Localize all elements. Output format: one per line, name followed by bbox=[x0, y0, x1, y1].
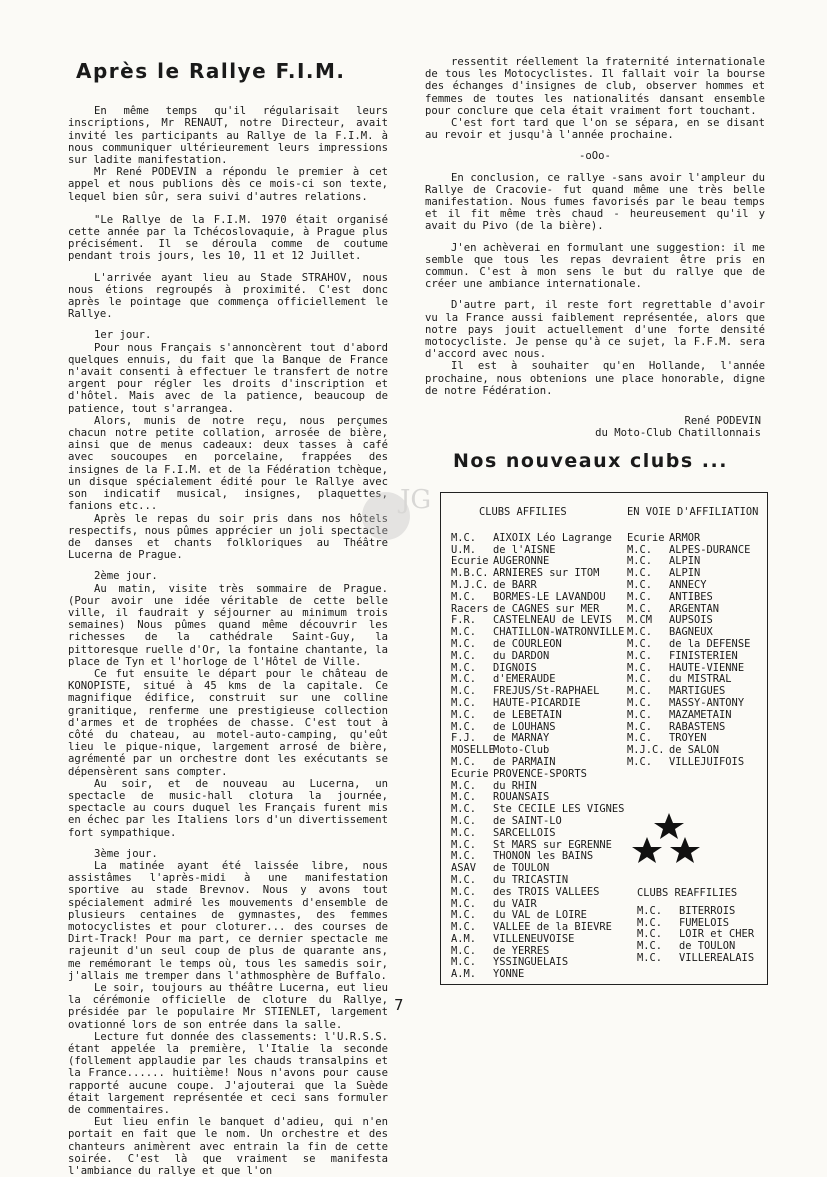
club-name: YONNE bbox=[493, 968, 525, 981]
club-name: SARCELLOIS bbox=[493, 826, 556, 839]
club-type: Ecurie bbox=[451, 767, 489, 780]
club-name: VALLEE de la BIEVRE bbox=[493, 921, 612, 934]
club-name: St MARS sur EGRENNE bbox=[493, 838, 612, 851]
club-name: CASTELNEAU de LEVIS bbox=[493, 614, 612, 627]
club-name: d'EMERAUDE bbox=[493, 673, 556, 686]
page-number: 7 bbox=[394, 996, 404, 1014]
club-type: M.C. bbox=[637, 940, 663, 953]
article-body-right bbox=[425, 56, 765, 397]
affiliated-heading: CLUBS AFFILIES bbox=[479, 506, 567, 518]
article-paragraph: Il est à souhaiter qu'en Hollande, l'année prochaine, nous obtenions une place honorable, digne de notre Fédération. bbox=[425, 360, 765, 397]
club-name: de PARMAIN bbox=[493, 755, 556, 768]
club-type: M.C. bbox=[451, 956, 477, 969]
club-row bbox=[637, 953, 765, 965]
club-name: ALPIN bbox=[669, 555, 701, 568]
club-name: FUMELOIS bbox=[679, 916, 730, 929]
club-type: M.C. bbox=[451, 897, 477, 910]
club-type: M.C. bbox=[627, 590, 653, 603]
club-name: AIXOIX Léo Lagrange bbox=[493, 531, 612, 544]
article-paragraph: Ce fut ensuite le départ pour le château de KONOPISTE, situé à 45 kms de la capitale. Ce magnifique édifice, construit sur une colline granitique, renferme une prestigieuse collection d'armes et de trophées de chasse. C'est tout à côté du chateau, au motel-auto-camping, qu'eût lieu le pique-nique, largement arrosé de bière, agrémenté par un orchestre dont les exécutants se dépensèrent sans compter. bbox=[68, 667, 388, 778]
article-left-column bbox=[68, 59, 388, 1177]
club-type: M.C. bbox=[637, 928, 663, 941]
signature-name: René PODEVIN bbox=[684, 415, 761, 428]
club-type: Ecurie bbox=[451, 555, 489, 568]
club-name: de TOULON bbox=[679, 940, 736, 953]
club-name: du VAL de LOIRE bbox=[493, 909, 587, 922]
club-name: TROYEN bbox=[669, 732, 707, 745]
club-type: M.C. bbox=[451, 921, 477, 934]
club-type: M.C. bbox=[451, 803, 477, 816]
reaffiliated-heading: CLUBS REAFFILIES bbox=[637, 887, 738, 899]
article-paragraph: J'en achèverai en formulant une suggestion: il me semble que tous les repas devraient être pris en commun. C'est à mon sens le but du rallye que de créer une ambiance internationale. bbox=[425, 241, 765, 291]
club-name: DIGNOIS bbox=[493, 661, 537, 674]
club-name: LOIR et CHER bbox=[679, 928, 755, 941]
club-type: M.C. bbox=[451, 531, 477, 544]
article-paragraph: 1er jour. bbox=[94, 329, 152, 342]
club-name: VILLEJUIFOIS bbox=[669, 755, 745, 768]
article-paragraph: Mr René PODEVIN a répondu le premier à cet appel et nous publions dès ce mois-ci son texte, lequel bien sûr, sera suivi d'autres relations. bbox=[68, 166, 388, 203]
club-type: M.C. bbox=[451, 909, 477, 922]
club-type: M.C. bbox=[451, 661, 477, 674]
club-type: M.C. bbox=[627, 696, 653, 709]
article-paragraph: 2ème jour. bbox=[94, 570, 158, 583]
signature-club: du Moto-Club Chatillonnais bbox=[595, 427, 761, 440]
article-paragraph: La matinée ayant été laissée libre, nous assistâmes l'après-midi à une manifestation sportive au stade Brevnov. Nous y avons tout spécialement admiré les mouvements d'ensemble de plusieurs centaines de gymnastes, des femmes motocyclistes et pour cloturer... des courses de Dirt-Track! Pour ma part, ce dernier spectacle me rajeunit d'un seul coup de plus de quarante ans, me remémorant le temps où, tous les samedis soir, j'allais me tremper dans l'athmosphère de Buffalo. bbox=[68, 859, 388, 982]
club-type: M.C. bbox=[451, 590, 477, 603]
club-type: M.C. bbox=[451, 755, 477, 768]
club-type: M.C. bbox=[451, 814, 477, 827]
club-name: BAGNEUX bbox=[669, 626, 713, 639]
club-name: ANTIBES bbox=[669, 590, 713, 603]
club-name: VILLEREALAIS bbox=[679, 951, 755, 964]
club-name: ROUANSAIS bbox=[493, 791, 550, 804]
club-type: M.C. bbox=[451, 791, 477, 804]
article-paragraph: "Le Rallye de la F.I.M. 1970 était organisé cette année par la Tchécoslovaquie, à Prague plus précisément. Il se déroula comme de coutume pendant trois jours, les 10, 11 et 12 Juillet. bbox=[68, 213, 388, 263]
club-name: du RHIN bbox=[493, 779, 537, 792]
club-type: M.C. bbox=[637, 951, 663, 964]
club-name: de l'AISNE bbox=[493, 543, 556, 556]
club-name: du DARDON bbox=[493, 649, 550, 662]
club-name: de la DEFENSE bbox=[669, 637, 751, 650]
article-paragraph: 3ème jour. bbox=[94, 847, 158, 860]
club-name: THONON les BAINS bbox=[493, 850, 594, 863]
club-type: F.R. bbox=[451, 614, 477, 627]
club-type: M.B.C. bbox=[451, 567, 489, 580]
club-name: de TOULON bbox=[493, 862, 550, 875]
article-paragraph: Pour nous Français s'annoncèrent tout d'abord quelques ennuis, du fait que la Banque de France n'avait consenti à effectuer le transfert de notre argent pour régler les droits d'inscription et d'hôtel. Mais avec de la patience, beaucoup de patience, tout s'arrangea. bbox=[68, 341, 388, 415]
club-type: M.CM bbox=[627, 614, 653, 627]
club-name: du MISTRAL bbox=[669, 673, 732, 686]
club-name: ANNECY bbox=[669, 578, 707, 591]
article-title: Après le Rallye F.I.M. bbox=[76, 59, 346, 83]
club-type: M.J.C. bbox=[451, 578, 489, 591]
club-type: M.C. bbox=[451, 685, 477, 698]
club-type: M.C. bbox=[451, 873, 477, 886]
club-name: ARGENTAN bbox=[669, 602, 720, 615]
club-type: Ecurie bbox=[627, 531, 665, 544]
club-type: Racers bbox=[451, 602, 489, 615]
article-paragraph: Au matin, visite très sommaire de Prague. (Pour avoir une idée véritable de cette belle ville, il faudrait y séjourner au minimum trois semaines) Nous pûmes quand même découvrir les richesses de la cathédrale Saint-Guy, la pittoresque ruelle d'Or, la fontaine chantante, la place de Tyn et l'horloge de l'Hôtel de Ville. bbox=[68, 582, 388, 668]
article-paragraph: Lecture fut donnée des classements: l'U.R.S.S. étant appelée la première, l'Italie la seconde (follement applaudie par les chauds transalpins et la France...... huitième! Nous n'avons pour cause rapporté aucune coupe. J'ajouterai que la Suède était largement représentée et ceci sans formuler de commentaires. bbox=[68, 1030, 388, 1117]
club-type: M.C. bbox=[451, 779, 477, 792]
club-name: AUPSOIS bbox=[669, 614, 713, 627]
club-name: ARMOR bbox=[669, 531, 701, 544]
article-paragraph: -oOo- bbox=[579, 150, 611, 163]
club-type: ASAV bbox=[451, 862, 477, 875]
club-type: M.C. bbox=[627, 543, 653, 556]
club-name: de SALON bbox=[669, 744, 720, 757]
club-type: M.C. bbox=[627, 567, 653, 580]
club-row bbox=[451, 969, 621, 981]
club-type: M.C. bbox=[627, 578, 653, 591]
club-type: M.C. bbox=[627, 720, 653, 733]
club-type: M.C. bbox=[451, 696, 477, 709]
article-paragraph: Alors, munis de notre reçu, nous perçumes chacun notre petite collation, arrosée de bière, ainsi que de menus cadeaux: deux tasses à café avec soucoupes en porcelaine, frappées des insignes de la F.I.M. et de la Fédération tchèque, un disque spécialement édité pour le Rallye avec son indicatif musical, insignes, plaquettes, fanions etc... bbox=[68, 414, 388, 513]
club-name: AUGERONNE bbox=[493, 555, 550, 568]
reaffiliated-clubs-list bbox=[637, 888, 765, 965]
clubs-title: Nos nouveaux clubs ... bbox=[453, 450, 728, 472]
club-type: M.C. bbox=[451, 944, 477, 957]
club-type: MOSELLE bbox=[451, 744, 495, 757]
club-row bbox=[627, 757, 765, 769]
club-type: U.M. bbox=[451, 543, 477, 556]
club-name: YSSINGUELAIS bbox=[493, 956, 569, 969]
article-paragraph: D'autre part, il reste fort regrettable d'avoir vu la France aussi faiblement représentée, alors que notre pays jouit actuellement d'une forte densité motocycliste. Je pense qu'à ce sujet, la F.F.M. sera d'accord avec nous. bbox=[425, 299, 765, 361]
club-name: VILLENEUVOISE bbox=[493, 932, 575, 945]
article-paragraph: En même temps qu'il régularisait leurs inscriptions, Mr RENAUT, notre Directeur, avait invité les participants au Rallye de la F.I.M. à nous communiquer ultérieurement leurs impressions sur ladite manifestation. bbox=[68, 105, 388, 167]
club-type: M.C. bbox=[451, 720, 477, 733]
club-type: A.M. bbox=[451, 932, 477, 945]
club-name: de BARR bbox=[493, 578, 537, 591]
club-name: ALPES-DURANCE bbox=[669, 543, 751, 556]
stamp-watermark-icon bbox=[356, 478, 436, 548]
club-name: de LOUHANS bbox=[493, 720, 556, 733]
club-name: HAUTE-PICARDIE bbox=[493, 696, 581, 709]
pending-clubs-list bbox=[627, 507, 765, 769]
club-name: CHATILLON-WATRONVILLE bbox=[493, 626, 625, 639]
article-paragraph: Après le repas du soir pris dans nos hôtels respectifs, nous pûmes apprécier un joli spectacle de danses et chants folkloriques au Théâtre Lucerna de Prague. bbox=[68, 512, 388, 562]
article-paragraph: ressentit réellement la fraternité internationale de tous les Motocyclistes. Il fallait voir la bourse des échanges d'insignes de club, observer hommes et femmes de toutes les nationalités dansant ensemble pour conclure que cela était vraiment fort touchant. bbox=[425, 56, 765, 117]
club-name: MAZAMETAIN bbox=[669, 708, 732, 721]
article-paragraph: En conclusion, ce rallye -sans avoir l'ampleur du Rallye de Cracovie- fut quand même une très belle manifestation. Nous fumes favorisés par le beau temps et il fit même très chaud - heureusement qu'il y avait du Pivo (de la bière). bbox=[425, 171, 765, 233]
article-body-left bbox=[68, 214, 388, 1177]
club-name: RABASTENS bbox=[669, 720, 726, 733]
club-type: M.C. bbox=[627, 673, 653, 686]
club-type: M.C. bbox=[627, 685, 653, 698]
club-name: Ste CECILE LES VIGNES bbox=[493, 803, 625, 816]
article-paragraph: Au soir, et de nouveau au Lucerna, un spectacle de music-hall clotura la journée, spectacle au cours duquel les Français furent mis en échec par les Italiens lors d'un divertissement fort sympathique. bbox=[68, 777, 388, 839]
club-name: des TROIS VALLEES bbox=[493, 885, 600, 898]
club-type: M.C. bbox=[451, 826, 477, 839]
affiliated-clubs-list bbox=[451, 506, 625, 981]
club-name: Moto-Club bbox=[493, 744, 550, 757]
club-type: M.C. bbox=[627, 732, 653, 745]
stars-icon bbox=[631, 811, 701, 865]
club-type: M.C. bbox=[451, 637, 477, 650]
club-name: MARTIGUES bbox=[669, 685, 726, 698]
club-type: M.C. bbox=[451, 708, 477, 721]
club-name: de LEBETAIN bbox=[493, 708, 562, 721]
club-name: de MARNAY bbox=[493, 732, 550, 745]
clubs-box bbox=[440, 492, 768, 985]
club-name: de YERRES bbox=[493, 944, 550, 957]
club-type: M.C. bbox=[451, 626, 477, 639]
club-type: M.C. bbox=[627, 555, 653, 568]
club-type: M.C. bbox=[451, 838, 477, 851]
club-type: M.C. bbox=[627, 708, 653, 721]
club-name: du TRICASTIN bbox=[493, 873, 569, 886]
club-name: BITERROIS bbox=[679, 904, 736, 917]
club-name: FINISTERIEN bbox=[669, 649, 738, 662]
club-name: ALPIN bbox=[669, 567, 701, 580]
article-intro bbox=[68, 105, 388, 203]
club-type: M.C. bbox=[451, 850, 477, 863]
club-name: de CAGNES sur MER bbox=[493, 602, 600, 615]
club-type: M.C. bbox=[627, 637, 653, 650]
article-paragraph: Le soir, toujours au théâtre Lucerna, eut lieu la cérémonie officielle de cloture du Rallye, présidée par le populaire Mr STIENLET, largement ovationné lors de son entrée dans la salle. bbox=[68, 982, 388, 1031]
pending-heading: EN VOIE D'AFFILIATION bbox=[627, 506, 759, 518]
article-right-column bbox=[425, 56, 765, 439]
club-name: de COURLEON bbox=[493, 637, 562, 650]
club-name: BORMES-LE LAVANDOU bbox=[493, 590, 606, 603]
club-type: M.C. bbox=[637, 904, 663, 917]
club-name: HAUTE-VIENNE bbox=[669, 661, 745, 674]
club-type: M.C. bbox=[627, 649, 653, 662]
club-name: du VAIR bbox=[493, 897, 537, 910]
club-name: de SAINT-LO bbox=[493, 814, 562, 827]
club-type: M.C. bbox=[451, 673, 477, 686]
club-type: F.J. bbox=[451, 732, 477, 745]
article-paragraph: Eut lieu enfin le banquet d'adieu, qui n'en portait en fait que le nom. Un orchestre et des chanteurs animèrent avec entrain la fin de cette soirée. C'est là que vraiment se manifesta l'ambiance du rallye et que l'on bbox=[68, 1116, 388, 1177]
club-name: PROVENCE-SPORTS bbox=[493, 767, 587, 780]
svg-text:JG: JG bbox=[400, 485, 432, 515]
club-type: M.C. bbox=[627, 602, 653, 615]
club-row bbox=[451, 957, 621, 969]
club-name: MASSY-ANTONY bbox=[669, 696, 745, 709]
club-type: M.C. bbox=[627, 755, 653, 768]
club-type: M.C. bbox=[451, 649, 477, 662]
club-type: M.J.C. bbox=[627, 744, 665, 757]
club-type: M.C. bbox=[627, 626, 653, 639]
article-paragraph: C'est fort tard que l'on se sépara, en se disant au revoir et jusqu'à l'année prochaine. bbox=[425, 117, 765, 142]
club-type: M.C. bbox=[451, 885, 477, 898]
club-type: A.M. bbox=[451, 968, 477, 981]
club-name: ARNIERES sur ITOM bbox=[493, 567, 600, 580]
club-type: M.C. bbox=[637, 916, 663, 929]
article-paragraph: L'arrivée ayant lieu au Stade STRAHOV, nous nous étions regroupés à proximité. C'est donc après le pointage que commença officiellement le Rallye. bbox=[68, 271, 388, 321]
club-type: M.C. bbox=[627, 661, 653, 674]
club-name: FREJUS/St-RAPHAEL bbox=[493, 685, 600, 698]
